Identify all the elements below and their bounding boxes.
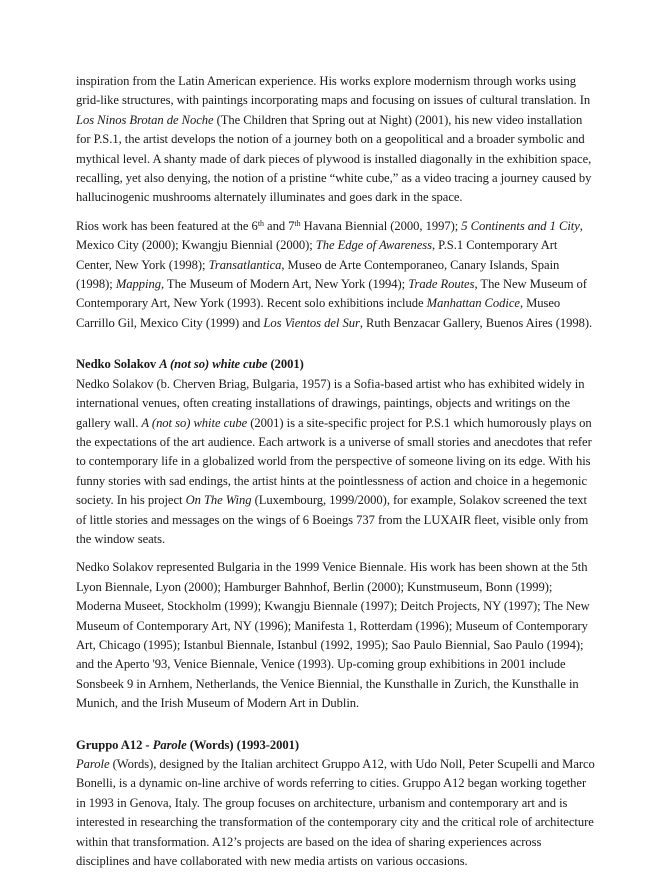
body-text: Nedko Solakov xyxy=(76,357,160,372)
body-text: , Mexico City (2000); Kwangju Biennial (2000); xyxy=(76,218,583,253)
body-text: (2001) is a site-specific project for P.S.1 which humorously plays on the expectations of the art audience. Each artwork is a universe of small stories and anecdotes that refer to contemporary life in a globalized world from the perspective of someone living on its edge. With his funny stories with sad endings, the artist hints at the pointlessness of action and choice in a hegemonic society. In his project xyxy=(76,415,592,508)
italic-title-text: On The Wing xyxy=(185,493,252,508)
solakov-paragraph-2 xyxy=(76,558,596,713)
italic-title-text: Manhattan Codice xyxy=(426,296,520,311)
italic-title-text: Parole xyxy=(76,757,110,771)
body-text: Nedko Solakov (b. Cherven Briag, Bulgaria, 1957) is a Sofia-based artist who has exhibited widely in international venues, often creating installations of drawings, paintings, objects and writings on the gallery wall. xyxy=(76,376,585,430)
body-text: (Luxembourg, 1999/2000), for example, Solakov screened the text of little stories and messages on the wings of 6 Boeings 737 from the LUXAIR fleet, visible only from the window seats. xyxy=(76,493,589,546)
gruppo-a12-heading xyxy=(76,736,596,755)
superscript-text: th xyxy=(294,218,301,228)
body-text: , P.S.1 Contemporary Art Center, New York (1998); xyxy=(76,238,558,272)
body-text: (The Children that Spring out at Night) (2001), his new video installation for P.S.1, the artist develops the notion of a journey both on a geopolitical and a broader symbolic and mythical level. A shanty made of dark pieces of plywood is installed diagonally in the exhibition space, recalling, yet also denying, the notion of a pristine “white cube,” as a video tracing a journey caused by hallucinogenic mushrooms alternately illuminates and goes dark in the space. xyxy=(76,112,592,205)
body-text: Gruppo A12 - xyxy=(76,737,153,752)
italic-title-text: 5 Continents and 1 City xyxy=(461,218,580,233)
italic-title-text: A (not so) white cube xyxy=(141,415,248,430)
italic-title-text: The Edge of Awareness xyxy=(315,238,432,253)
italic-title-text: Parole xyxy=(152,737,187,752)
body-text: , Ruth Benzacar Gallery, Buenos Aires (1998). xyxy=(359,315,593,330)
document-page xyxy=(76,72,596,880)
gruppo-a12-paragraph-1 xyxy=(76,755,596,871)
rios-paragraph-2 xyxy=(76,217,596,333)
rios-paragraph-1 xyxy=(76,72,596,208)
body-text: , The New Museum of Contemporary Art, New York (1993). Recent solo exhibitions include xyxy=(76,277,587,311)
body-text: , The Museum of Modern Art, New York (1994); xyxy=(160,277,409,292)
body-text: Rios work has been featured at the 6 xyxy=(76,218,258,233)
body-text: (2001) xyxy=(267,357,304,372)
solakov-paragraph-1 xyxy=(76,375,596,550)
body-text: Havana Biennial (2000, 1997); xyxy=(300,218,462,233)
body-text: inspiration from the Latin American experience. His works explore modernism through works using grid-like structures, with paintings incorporating maps and focusing on issues of cultural translation. In xyxy=(76,74,591,108)
body-text: and 7 xyxy=(263,218,295,233)
body-text: (Words) (1993-2001) xyxy=(186,737,300,752)
body-text: , Museo de Arte Contemporaneo, Canary Islands, Spain (1998); xyxy=(76,257,560,292)
italic-title-text: Los Ninos Brotan de Noche xyxy=(76,112,214,127)
body-text: , Museo Carrillo Gil, Mexico City (1999) and xyxy=(76,296,561,330)
italic-title-text: A (not so) white cube xyxy=(159,357,268,372)
body-text: Nedko Solakov represented Bulgaria in the 1999 Venice Biennale. His work has been shown at the 5th Lyon Biennale, Lyon (2000); Hamburger Bahnhof, Berlin (2000); Kunstmuseum, Bonn (1999); Moderna Museet, Stockholm (1999); Kwangju Biennale (1997); Deitch Projects, NY (1997); The New Museum of Contemporary Art, NY (1996); Manifesta 1, Rotterdam (1996); Museum of Contemporary Art, Chicago (1995); Istanbul Biennale, Istanbul (1992, 1995); Sao Paulo Biennial, Sao Paulo (1994); and the Aperto '93, Venice Biennale, Venice (1993). Up-coming group exhibitions in 2001 include Sonsbeek 9 in Arnhem, Netherlands, the Venice Biennial, the Kunsthalle in Zurich, the Kunsthalle in Munich, and the Irish Museum of Modern Art in Dublin. xyxy=(76,560,590,711)
solakov-heading xyxy=(76,355,596,374)
italic-title-text: Los Vientos del Sur xyxy=(263,315,360,330)
superscript-text: th xyxy=(257,218,264,228)
italic-title-text: Trade Routes xyxy=(408,277,475,292)
body-text: (Words), designed by the Italian architect Gruppo A12, with Udo Noll, Peter Scupelli and Marco Bonelli, is a dynamic on-line archive of words referring to cities. Gruppo A12 began working together in 1993 in Genova, Italy. The group focuses on architecture, urbanism and contemporary art and is interested in researching the transformation of the contemporary city and the critical role of architecture within that transformation. A12’s projects are based on the idea of sharing experiences across disciplines and have collaborated with new media artists on various occasions. xyxy=(76,757,595,869)
italic-title-text: Mapping xyxy=(115,277,161,292)
italic-title-text: Transatlantica xyxy=(208,257,282,272)
